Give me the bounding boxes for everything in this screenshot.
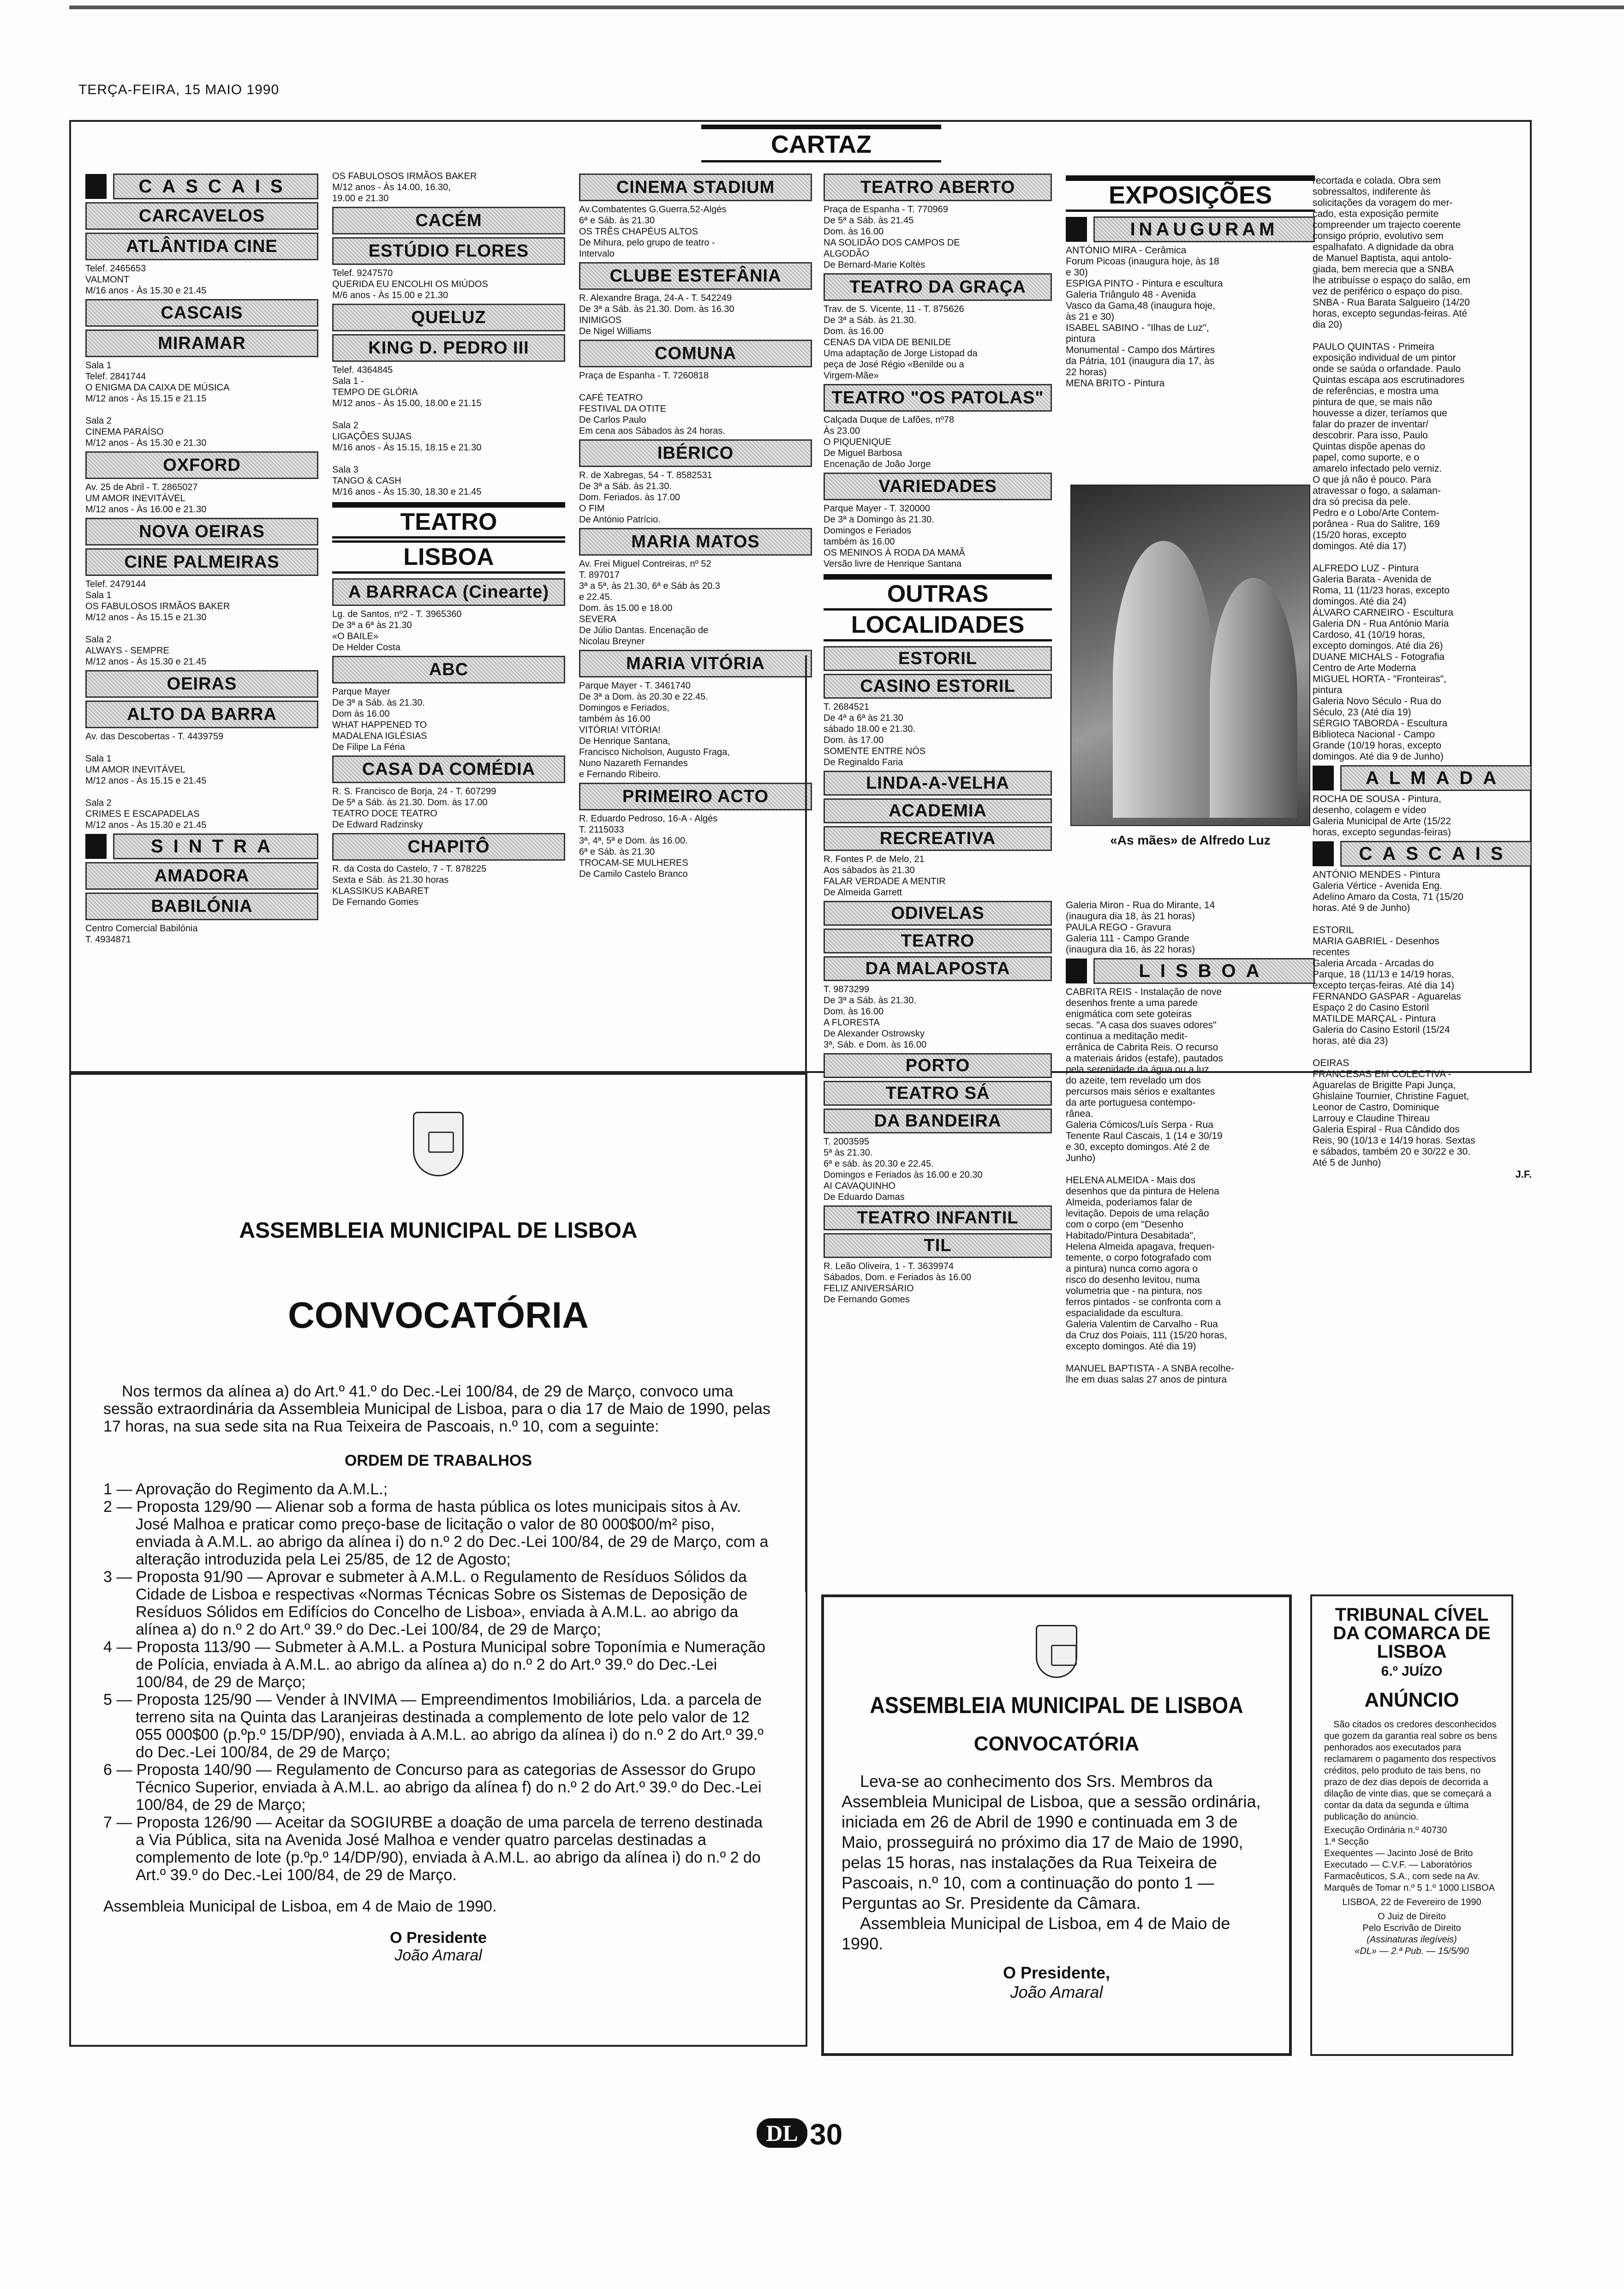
listing: T. 9873299 De 3ª a Sáb. às 21.30. Dom. às 16.00 A FLORESTA De Alexander Ostrowsky 3ª, Sáb. e Dom. às 16.00 — [824, 984, 927, 1050]
ad-sign: O Juiz de Direito Pelo Escrivão de Direito — [1362, 1911, 1461, 1933]
region-lisboa: LISBOA — [1066, 958, 1315, 984]
ad-item: 2 — Proposta 129/90 — Alienar sob a forma de hasta pública os lotes municipais sitos à Av. José Malhoa e praticar como preço-base de licitação o valor de 80 000$00/m² piso, enviada à A.M.L. ao abrigo da alínea i) do n.º 2 do Dec.-Lei 100/84, de 29 de Março, com a alteração introduzida pela Lei 25/85, de 12 de Agosto; — [103, 1498, 769, 1568]
ad-org: ASSEMBLEIA MUNICIPAL DE LISBOA — [239, 1218, 638, 1243]
venue-header: DA BANDEIRA — [824, 1109, 1052, 1133]
listing: Av. 25 de Abril - T. 2865027 UM AMOR INEVITÁVEL M/12 anos - Às 16.00 e 21.30 — [85, 482, 207, 515]
ad-item: 3 — Proposta 91/90 — Aprovar e submeter à A.M.L. o Regulamento de Resíduos Sólidos da Cidade de Lisboa e respectivas «Normas Técnicas Sobre os Sistemas de Deposição de Resíduos Sólidos em Edifícios do Concelho de Lisboa», enviada à A.M.L. ao abrigo da alínea a) do n.º 2 do Art.º 39.º do Dec.-Lei 100/84, de 29 de Março; — [103, 1568, 748, 1638]
column-exposicoes-lower — [1066, 900, 1315, 1385]
ad-sign: O Presidente — [390, 1929, 487, 1947]
ad-sign: O Presidente, — [1003, 1963, 1111, 1982]
venue-header: CINEMA STADIUM — [579, 174, 812, 201]
venue-header: TEATRO — [824, 929, 1052, 953]
ad-title: ANÚNCIO — [1364, 1689, 1459, 1711]
ad-date: LISBOA, 22 de Fevereiro de 1990 — [1342, 1897, 1481, 1907]
ad-ordem: ORDEM DE TRABALHOS — [344, 1452, 532, 1469]
listing: Parque Mayer - T. 320000 De 3ª a Domingo às 21.30. Domingos e Feriados também às 16.00 OS MENINOS À RODA DA MAMÃ Versão livre de Henrique Santana — [824, 503, 965, 569]
ad-item: 7 — Proposta 126/90 — Aceitar da SOGIURBE a doação de uma parcela de terreno destinada a Via Pública, sita na Avenida José Malhoa e vender quatro parcelas destinadas a complemento de lote (p.ºp.º 14/DP/90), enviada à A.M.L. ao abrigo da alínea i) do n.º 2 do Art.º 39.º do Dec.-Lei 100/84, de 29 de Março. — [103, 1814, 763, 1884]
listing: Praça de Espanha - T. 7260818 CAFÉ TEATRO FESTIVAL DA OTITE De Carlos Paulo Em cena aos Sábados às 24 horas. — [579, 371, 725, 436]
ad-body: São citados os credores desconhecidos que gozem da garantia real sobre os bens penhorados aos executados para reclamarem o pagamento dos respectivos créditos, pelo produto de tais bens, no prazo de dez dias depois de decorrida a dilação de vinte dias, que se começará a contar da data da segunda e última publicação do anúncio. — [1324, 1720, 1497, 1822]
venue-header: CASCAIS — [85, 299, 318, 327]
listing: Parque Mayer - T. 3461740 De 3ª a Dom. às 20.30 e 22.45. Domingos e Feriados, também às 16.00 VITÓRIA! VITÓRIA! De Henrique Santana, Francisco Nicholson, Augusto Fraga, Nuno Nazareth Fernandes e Fernando Ribeiro. — [579, 681, 730, 779]
venue-header: CASA DA COMÉDIA — [332, 755, 565, 783]
section-exposicoes: EXPOSIÇÕES — [1066, 175, 1315, 212]
venue-header: CLUBE ESTEFÂNIA — [579, 262, 812, 290]
ad-convocatoria-second — [821, 1594, 1292, 2056]
listing: Av. das Descobertas - T. 4439759 Sala 1 UM AMOR INEVITÁVEL M/12 anos - Às 15.15 e 21.45 Sala 2 CRIMES E ESCAPADELAS M/12 anos - Às 15.30 e 21.45 — [85, 731, 224, 830]
venue-header: BABILÓNIA — [85, 893, 318, 920]
ad-intro: Nos termos da alínea a) do Art.º 41.º do Dec.-Lei 100/84, de 29 de Março, convoco uma sessão extraordinária da Assembleia Municipal de Lisboa, para o dia 17 de Maio de 1990, pelas 17 horas, na sua sede sita na Rua Teixeira de Pascoais, n.º 10, com a seguinte: — [103, 1383, 770, 1435]
ad-exec: Execução Ordinária n.º 40730 1.ª Secção Exequentes — Jacinto José de Brito Executado — C.V.F. — Laboratórios Farmacêuticos, S.A., com sede na Av. Marquês de Tomar n.º 5 1.º 1000 LISBOA — [1324, 1825, 1495, 1893]
ad-org: ASSEMBLEIA MUNICIPAL DE LISBOA — [870, 1692, 1243, 1718]
section-outras: OUTRAS — [824, 574, 1052, 611]
venue-header: ODIVELAS — [824, 901, 1052, 926]
ad-closing: Assembleia Municipal de Lisboa, em 4 de Maio de 1990. — [842, 1914, 1230, 1953]
photo-caption: «As mães» de Alfredo Luz — [1110, 833, 1271, 847]
ad-tribunal — [1310, 1594, 1513, 2056]
listing: R. Leão Oliveira, 1 - T. 3639974 Sábados, Dom. e Feriados às 16.00 FELIZ ANIVERSÁRIO De Fernando Gomes — [824, 1261, 972, 1305]
artwork-photo — [1070, 485, 1310, 826]
venue-header: ESTORIL — [824, 646, 1052, 671]
lisbon-crest-icon — [1036, 1625, 1077, 1678]
venue-header: PRIMEIRO ACTO — [579, 783, 812, 810]
venue-header: DA MALAPOSTA — [824, 956, 1052, 981]
listing: ANTÓNIO MENDES - Pintura Galeria Vértice - Avenida Eng. Adelino Amaro da Costa, 71 (15/20 horas. Até 9 de Junho) ESTORIL MARIA GABRIEL - Desenhos recentes Galeria Arcada - Arcadas do Parque, 18 (11/13 e 14/19 horas, excepto terças-feiras. Até dia 14) FERNANDO GASPAR - Aguarelas Espaço 2 do Casino Estoril MATILDE MARÇAL - Pintura Galeria do Casino Estoril (15/24 horas, até dia 23) OEIRAS FRANCESAS EM COLECTIVA - Aguarelas de Brigitte Papi Junça, Ghislaine Tournier, Christine Faguet, Leonor de Castro, Dominique Larrouy e Claudine Thireau Galeria Espiral - Rua Cândido dos Reis, 90 (10/13 e 14/19 horas. Sextas e sábados, também 20 e 30/22 e 30. Até 5 de Junho) — [1313, 869, 1475, 1168]
ad-closing: Assembleia Municipal de Lisboa, em 4 de Maio de 1990. — [103, 1898, 497, 1915]
ad-sign-name: João Amaral — [1010, 1983, 1103, 2001]
venue-header: IBÉRICO — [579, 439, 812, 467]
venue-header: TEATRO "OS PATOLAS" — [824, 384, 1052, 412]
listing: Av.Combatentes G.Guerra,52-Algés 6ª e Sáb. às 21.30 OS TRÊS CHAPÉUS ALTOS De Mihura, pelo grupo de teatro - Intervalo — [579, 204, 727, 259]
listing: R. Alexandre Braga, 24-A - T. 542249 De 3ª a Sáb. às 21.30. Dom. às 16.30 INIMIGOS De Nigel Williams — [579, 293, 734, 336]
region-sintra: SINTRA — [85, 833, 318, 859]
ad-org: TRIBUNAL CÍVEL DA COMARCA DE LISBOA — [1333, 1605, 1491, 1662]
listing: Telef. 4364845 Sala 1 - TEMPO DE GLÓRIA M/12 anos - Às 15.00, 18.00 e 21.15 Sala 2 LIGAÇÕES SUJAS M/16 anos - Às 15.15, 18.15 e 21.30 Sala 3 TANGO & CASH M/16 anos - Às 15.30, 18.30 e 21.45 — [332, 365, 482, 497]
column-sintra-teatro — [332, 171, 565, 908]
ad-item: 5 — Proposta 125/90 — Vender à INVIMA — Empreendimentos Imobiliários, Lda. a parcela de terreno sita na Quinta das Laranjeiras destinada a complemento de lote pelo valor de 12 055 000$00 (p.ºp.º 15/DP/90), enviada à A.M.L. ao abrigo da alínea i) do n.º 2 do Art.º 39.º do Dec.-Lei 100/84, de 29 de Março; — [103, 1691, 764, 1761]
region-cascais-expo: CASCAIS — [1313, 841, 1532, 867]
listing: R. de Xabregas, 54 - T. 8582531 De 3ª a Sáb. às 21.30. Dom. Feriados. às 17.00 O FIM De António Patrício. — [579, 470, 712, 525]
venue-header: ESTÚDIO FLORES — [332, 237, 565, 265]
listing: T. 2003595 5ª às 21.30. 6ª e sáb. às 20.30 e 22.45. Domingos e Feriados às 16.00 e 20.30 AI CAVAQUINHO De Eduardo Damas — [824, 1137, 983, 1202]
author-initials: J.F. — [1515, 1168, 1532, 1180]
ad-body: Leva-se ao conhecimento dos Srs. Membros da Assembleia Municipal de Lisboa, que a sessão ordinária, iniciada em 26 de Abril de 1990 e continuada em 3 de Maio, prosseguirá no próximo dia 17 de Maio de 1990, pelas 15 horas, nas instalações da Rua Teixeira de Pascoais, n.º 10, com a continuação do ponto 1 — Perguntas ao Sr. Presidente da Câmara. — [842, 1772, 1261, 1912]
listing: OS FABULOSOS IRMÃOS BAKER M/12 anos - Às 14.00, 16.30, 19.00 e 21.30 — [332, 171, 477, 204]
venue-header: LINDA-A-VELHA — [824, 771, 1052, 796]
ad-item: 4 — Proposta 113/90 — Submeter à A.M.L. a Postura Municipal sobre Toponímia e Numeração de Polícia, enviada à A.M.L. ao abrigo da alínea a) do n.º 2 do Art.º 39.º do Dec.-Lei 100/84, de 29 de Março; — [103, 1638, 766, 1691]
venue-header: ACADEMIA — [824, 798, 1052, 823]
ad-items — [103, 1480, 773, 1884]
venue-header: COMUNA — [579, 340, 812, 367]
venue-header: KING D. PEDRO III — [332, 334, 565, 362]
venue-header: MARIA VITÓRIA — [579, 650, 812, 677]
listing: Centro Comercial Babilónia T. 4934871 — [85, 923, 198, 945]
listing: Av. Frei Miguel Contreiras, nº 52 T. 897017 3ª a 5ª, às 21.30, 6ª e Sáb às 20.3 e 22.45. Dom. às 15.00 e 18.00 SEVERA De Júlio Dantas. Encenação de Nicolau Breyner — [579, 559, 720, 647]
listing: Telef. 2479144 Sala 1 OS FABULOSOS IRMÃOS BAKER M/12 anos - Às 15.15 e 21.30 Sala 2 ALWAYS - SEMPRE M/12 anos - Às 15.30 e 21.45 — [85, 579, 230, 667]
venue-header: TEATRO SÁ — [824, 1081, 1052, 1106]
venue-header: NOVA OEIRAS — [85, 518, 318, 545]
venue-header: TEATRO INFANTIL — [824, 1205, 1052, 1230]
dl-logo: DL — [757, 2118, 807, 2148]
listing: T. 2684521 De 4ª a 6ª às 21.30 sábado 18.00 e 21.30. Dom. às 17.00 SOMENTE ENTRE NÓS De Reginaldo Faria — [824, 702, 926, 767]
venue-header: ATLÂNTIDA CINE — [85, 233, 318, 260]
column-exposicoes — [1066, 171, 1315, 389]
ad-sign-illegible: (Assinaturas ilegíveis) — [1367, 1935, 1457, 1945]
top-rule — [69, 6, 1624, 9]
venue-header: A BARRACA (Cinearte) — [332, 578, 565, 606]
listing: R. Eduardo Pedroso, 16-A - Algés T. 2115033 3ª, 4ª, 5ª e Dom. às 16.00. 6ª e Sáb. às 21.30 TROCAM-SE MULHERES De Camilo Castelo Branco — [579, 814, 718, 879]
listing: Galeria Miron - Rua do Mirante, 14 (inaugura dia 18, às 21 horas) PAULA REGO - Gravura Galeria 111 - Campo Grande (inaugura dia 16, às 22 horas) — [1066, 900, 1215, 955]
venue-header: ALTO DA BARRA — [85, 701, 318, 728]
venue-header: MIRAMAR — [85, 330, 318, 357]
venue-header: AMADORA — [85, 862, 318, 890]
listing: CABRITA REIS - Instalação de nove desenhos frente a uma parede enigmática com sete goteiras secas. "A casa dos suaves odores" continua a meditação medit- errânica de Cabrita Reis. O recurso a materiais áridos (estafe), pautados pela serenidade da água ou a luz do azeite, tem revelado um dos percursos mais sérios e exaltantes da arte portuguesa contempo- rânea. Galeria Cómicos/Luís Serpa - Rua Tenente Raul Cascais, 1 (14 e 30/19 e 30, excepto domingos. Até 2 de Junho) HELENA ALMEIDA - Mais dos desenhos que da pintura de Helena Almeida, poderíamos falar de levitação. Depois de uma relação com o corpo (em "Desenho Habitado/Pintura Desabitada", Helena Almeida apagava, frequen- temente, o corpo fotografado com a pintura) nunca como agora o risco do desenho levitou, numa volumetria que - na pintura, nos ferros pintados - se confronta com a espacialidade da escultura. Galeria Valentim de Carvalho - Rua da Cruz dos Poiais, 111 (15/20 horas, excepto domingos. Até dia 19) MANUEL BAPTISTA - A SNBA recolhe- lhe em duas salas 27 anos de pintura — [1066, 987, 1235, 1385]
venue-header: CACÉM — [332, 207, 565, 234]
venue-header: TEATRO DA GRAÇA — [824, 273, 1052, 301]
listing: Telef. 9247570 QUERIDA EU ENCOLHI OS MIÚDOS M/6 anos - Às 15.00 e 21.30 — [332, 268, 488, 300]
section-teatro: TEATRO — [332, 502, 565, 539]
listing: Sala 1 Telef. 2841744 O ENIGMA DA CAIXA DE MÚSICA M/12 anos - Às 15.15 e 21.15 Sala 2 CINEMA PARAÍSO M/12 anos - Às 15.30 e 21.30 — [85, 360, 230, 448]
section-localidades: LOCALIDADES — [824, 611, 1052, 641]
column-teatros-a — [579, 171, 812, 880]
ad-sign-name: João Amaral — [394, 1947, 482, 1964]
listing: R. Fontes P. de Melo, 21 Aos sábados às 21.30 FALAR VERDADE A MENTIR De Almeida Garrett — [824, 854, 946, 898]
listing: ANTÓNIO MIRA - Cerâmica Forum Picoas (inaugura hoje, às 18 e 30) ESPIGA PINTO - Pintura e escultura Galeria Triângulo 48 - Avenida Vasco da Gama,48 (inaugura hoje, às 21 e 30) ISABEL SABINO - "Ilhas de Luz", pintura Monumental - Campo dos Mártires da Pátria, 101 (inaugura dia 17, às 22 horas) MENA BRITO - Pintura — [1066, 245, 1223, 389]
page-date: TERÇA-FEIRA, 15 MAIO 1990 — [78, 82, 280, 97]
venue-header: ABC — [332, 656, 565, 683]
page-number: 30 — [810, 2118, 843, 2151]
ad-pub: «DL» — 2.ª Pub. — 15/5/90 — [1355, 1946, 1469, 1956]
venue-header: RECREATIVA — [824, 826, 1052, 851]
region-almada: ALMADA — [1313, 765, 1532, 791]
ad-title: CONVOCATÓRIA — [973, 1732, 1140, 1755]
venue-header: CINE PALMEIRAS — [85, 548, 318, 576]
venue-header: PORTO — [824, 1053, 1052, 1078]
section-lisboa: LISBOA — [332, 540, 565, 574]
listing: ROCHA DE SOUSA - Pintura, desenho, colagem e vídeo Galeria Municipal de Arte (15/22 horas, excepto segundas-feiras) — [1313, 794, 1451, 838]
venue-header: OEIRAS — [85, 670, 318, 698]
column-teatros-b — [824, 171, 1052, 1305]
listing: R. S. Francisco de Borja, 24 - T. 607299 De 5ª a Sáb. às 21.30. Dom. às 17.00 TEATRO DOCE TEATRO De Edward Radzinsky — [332, 786, 496, 830]
lisbon-crest-icon — [413, 1112, 464, 1176]
column-cascais-cinemas — [85, 171, 318, 945]
region-cascais: CASCAIS — [85, 174, 318, 199]
listing: Parque Mayer De 3ª a Sáb. às 21.30. Dom às 16.00 WHAT HAPPENED TO MADALENA IGLÉSIAS De Filipe La Féria — [332, 687, 427, 752]
column-exposicoes-b — [1313, 175, 1532, 1180]
venue-header: MARIA MATOS — [579, 528, 812, 556]
listing: recortada e colada. Obra sem sobressaltos, indiferente às solicitações da voragem do mer- cado, esta exposição permite compreender um trajecto coerente consigo próprio, evolutivo sem espalhafato. A dignidade da obra de Manuel Baptista, aqui antolo- giada, bem merecia que a SNBA lhe atribuísse o espaço do salão, em vez de periférico o espaço do piso. SNBA - Rua Barata Salgueiro (14/20 horas, excepto segundas-feiras. Até dia 20) PAULO QUINTAS - Primeira exposição individual de um pintor onde se saúda o orfandade. Paulo Quintas escapa aos escrutinadores de referências, e mostra uma pintura de que, se mais não houvesse a dizer, teríamos que falar do prazer de inventar/ descobrir. Para isso, Paulo Quintas dispõe apenas do papel, como suporte, e o amarelo infectado pelo verniz. O que já não é pouco. Para atravessar o fogo, a salaman- dra só precisa da pele. Pedro e o Lobo/Arte Contem- porânea - Rua do Salitre, 169 (15/20 horas, excepto domingos. Até dia 17) ALFREDO LUZ - Pintura Galeria Barata - Avenida de Roma, 11 (11/23 horas, excepto domingos. Até dia 24) ÁLVARO CARNEIRO - Escultura Galeria DN - Rua António Maria Cardoso, 41 (10/19 horas, excepto domingos. Até dia 26) DUANE MICHALS - Fotografia Centro de Arte Moderna MIGUEL HORTA - "Fronteiras", pintura Galeria Novo Século - Rua do Século, 23 (Até dia 19) SÉRGIO TABORDA - Escultura Biblioteca Nacional - Campo Grande (10/19 horas, excepto domingos. Até dia 9 de Junho) — [1313, 175, 1471, 762]
listing: Calçada Duque de Lafões, nº78 Às 23.00 O PIQUENIQUE De Miguel Barbosa Encenação de João Jorge — [824, 415, 955, 469]
section-title: CARTAZ — [701, 125, 941, 162]
ad-convocatoria-main — [69, 1073, 807, 2047]
venue-header: TIL — [824, 1233, 1052, 1258]
venue-header: TEATRO ABERTO — [824, 174, 1052, 201]
listing: R. da Costa do Castelo, 7 - T. 878225 Sexta e Sáb. às 21.30 horas KLASSIKUS KABARET De Fernando Gomes — [332, 864, 487, 907]
region-inauguram: INAUGURAM — [1066, 216, 1315, 242]
venue-header: OXFORD — [85, 451, 318, 479]
venue-header: CASINO ESTORIL — [824, 674, 1052, 699]
listing: Telef. 2465653 VALMONT M/16 anos - Às 15.30 e 21.45 — [85, 264, 207, 296]
venue-header: CARCAVELOS — [85, 202, 318, 230]
ad-item: 6 — Proposta 140/90 — Regulamento de Concurso para as categorias de Assessor do Grupo Técnico Superior, enviada à A.M.L. ao abrigo da alínea f) do n.º 2 do Art.º 39.º do Dec.-Lei 100/84, de 29 de Março; — [103, 1761, 762, 1814]
venue-header: CHAPITÔ — [332, 833, 565, 861]
venue-header: VARIEDADES — [824, 473, 1052, 500]
ad-juizo: 6.º JUÍZO — [1381, 1664, 1443, 1679]
ad-item: 1 — Aprovação do Regimento da A.M.L.; — [103, 1480, 388, 1498]
venue-header: QUELUZ — [332, 304, 565, 331]
ad-title: CONVOCATÓRIA — [288, 1294, 589, 1336]
listing: Trav. de S. Vicente, 11 - T. 875626 De 3ª a Sáb. às 21.30. Dom. às 16.00 CENAS DA VIDA DE BENILDE Uma adaptação de Jorge Listopad da peça de José Régio «Benilde ou a Virgem-Mãe» — [824, 304, 978, 381]
listing: Lg. de Santos, nº2 - T. 3965360 De 3ª a 6ª às 21.30 «O BAILE» De Helder Costa — [332, 609, 462, 653]
listing: Praça de Espanha - T. 770969 De 5ª a Sáb. às 21.45 Dom. às 16.00 NA SOLIDÃO DOS CAMPOS DE ALGODÃO De Bernard-Marie Koltès — [824, 204, 960, 270]
